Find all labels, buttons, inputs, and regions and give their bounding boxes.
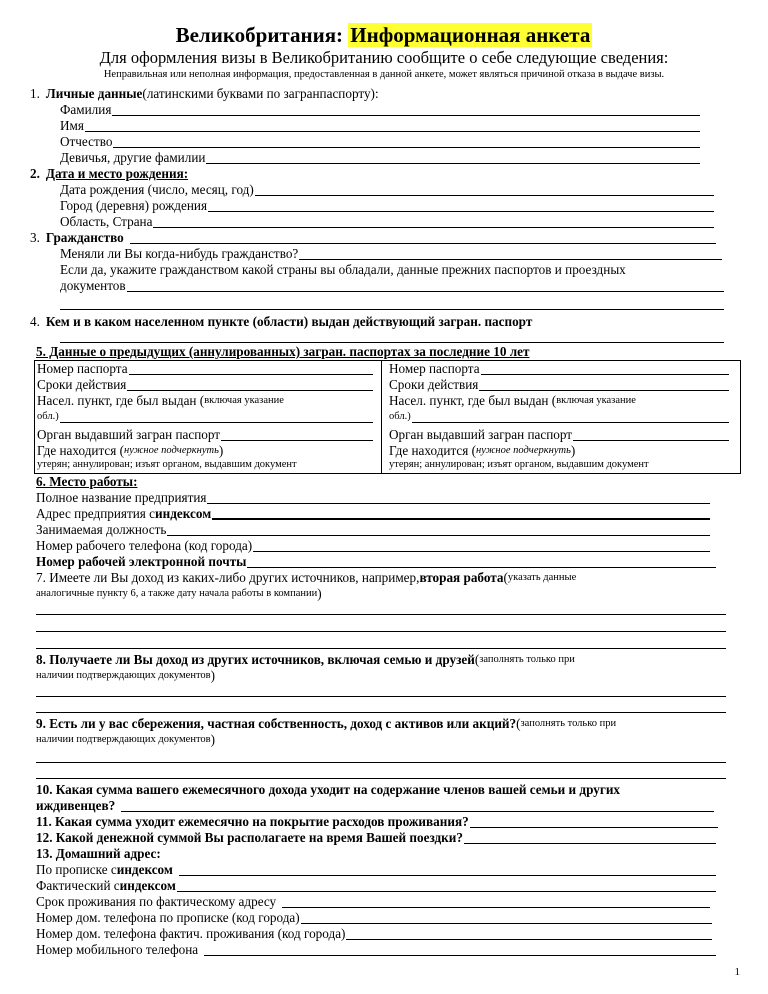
- section-8-note: наличии подтверждающих документов ): [36, 668, 216, 683]
- prev-passport-2-place-label: Насел. пункт, где был выдан ( включая указание: [389, 393, 636, 408]
- other-income-line-2[interactable]: [36, 631, 726, 632]
- prev-passport-2-where-label: Где находится ( нужное подчеркнуть ): [389, 443, 576, 458]
- table-divider: [381, 361, 382, 473]
- prev-passport-2-authority[interactable]: Орган выдавший загран паспорт: [389, 427, 729, 443]
- section-2-heading: 2. Дата и место рождения:: [30, 166, 189, 181]
- dependents-expense-field[interactable]: иждивенцев?: [36, 798, 714, 814]
- citizenship-field[interactable]: 3. Гражданство: [30, 230, 716, 246]
- birth-region-country-field[interactable]: Область, Страна: [60, 214, 714, 230]
- section-4-heading: 4. Кем и в каком населенном пункте (области) выдан действующий загран. паспорт: [30, 314, 533, 329]
- company-address-field[interactable]: Адрес предприятия с индексом: [36, 506, 710, 522]
- prev-passport-2-validity[interactable]: Сроки действия: [389, 377, 729, 393]
- section-9-note: наличии подтверждающих документов ): [36, 732, 216, 747]
- prev-passport-1-place[interactable]: обл.): [37, 409, 373, 425]
- title-country: Великобритания:: [175, 23, 344, 47]
- maiden-name-field[interactable]: Девичья, другие фамилии: [60, 150, 700, 166]
- prev-passport-1-validity[interactable]: Сроки действия: [37, 377, 373, 393]
- previous-citizenship-question: Если да, укажите гражданством какой страны вы обладали, данные прежних паспортов и проездных: [60, 262, 626, 277]
- surname-field[interactable]: Фамилия: [60, 102, 700, 118]
- actual-address-field[interactable]: Фактический с индексом: [36, 878, 716, 894]
- savings-line-2[interactable]: [36, 778, 726, 779]
- birth-city-field[interactable]: Город (деревня) рождения: [60, 198, 714, 214]
- section-5-heading: 5. Данные о предыдущих (аннулированных) загран. паспортах за последние 10 лет: [36, 344, 530, 359]
- title-form-name: Информационная анкета: [350, 23, 591, 47]
- warning-note: Неправильная или неполная информация, предоставленная в данной анкете, может являться причиной отказа в выдаче визы.: [103, 69, 665, 80]
- section-7-question: 7 . Имеете ли Вы доход из каких-либо других источников, например, вторая работа ( указать данные: [36, 570, 577, 585]
- prev-passport-1-where-label: Где находится ( нужное подчеркнуть ): [37, 443, 224, 458]
- section-9-question: 9. Есть ли у вас сбережения, частная собственность, доход с активов или акций? ( заполнять только при: [36, 716, 617, 731]
- section-10-question: 10. Какая сумма вашего ежемесячного дохода уходит на содержание членов вашей семьи и других: [36, 782, 621, 797]
- work-email-field[interactable]: Номер рабочей электронной почты: [36, 554, 716, 570]
- prev-passport-1-number[interactable]: Номер паспорта: [37, 361, 373, 377]
- registered-address-field[interactable]: По прописке с индексом: [36, 862, 716, 878]
- previous-documents-field[interactable]: документов: [60, 278, 724, 294]
- section-1-heading: 1. Личные данные (латинскими буквами по загранпаспорту):: [30, 86, 379, 101]
- page-number: 1: [734, 966, 740, 978]
- residence-term-field[interactable]: Срок проживания по фактическому адресу: [36, 894, 710, 910]
- work-phone-field[interactable]: Номер рабочего телефона (код города): [36, 538, 710, 554]
- mobile-phone-field[interactable]: Номер мобильного телефона: [36, 942, 716, 958]
- home-phone-actual-field[interactable]: Номер дом. телефона фактич. проживания (код города): [36, 926, 712, 942]
- citizenship-changed-field[interactable]: Меняли ли Вы когда-нибудь гражданство?: [60, 246, 722, 262]
- prev-passport-1-status-options[interactable]: утерян; аннулирован; изъят органом, выдавшим документ: [37, 459, 297, 470]
- job-position-field[interactable]: Занимаемая должность: [36, 522, 710, 538]
- prev-passport-1-place-label: Насел. пункт, где был выдан ( включая указание: [37, 393, 284, 408]
- patronymic-field[interactable]: Отчество: [60, 134, 700, 150]
- prev-passport-2-place[interactable]: обл.): [389, 409, 729, 425]
- prev-passport-2-status-options[interactable]: утерян; аннулирован; изъят органом, выдавшим документ: [389, 459, 649, 470]
- section-7-note: аналогичные пункту 6, а также дату начала работы в компании ): [36, 586, 322, 601]
- blank-line[interactable]: [60, 309, 724, 310]
- living-expense-field[interactable]: 11. Какая сумма уходит ежемесячно на покрытие расходов проживания?: [36, 814, 718, 830]
- other-income-line-3[interactable]: [36, 648, 726, 649]
- trip-funds-field[interactable]: 12. Какой денежной суммой Вы располагаете на время Вашей поездки?: [36, 830, 716, 846]
- company-name-field[interactable]: Полное название предприятия: [36, 490, 710, 506]
- prev-passport-1-authority[interactable]: Орган выдавший загран паспорт: [37, 427, 373, 443]
- document-title: [0, 22, 768, 48]
- family-income-line-2[interactable]: [36, 712, 726, 713]
- other-income-line-1[interactable]: [36, 614, 726, 615]
- home-phone-registered-field[interactable]: Номер дом. телефона по прописке (код города): [36, 910, 712, 926]
- family-income-line-1[interactable]: [36, 696, 726, 697]
- first-name-field[interactable]: Имя: [60, 118, 700, 134]
- prev-passport-2-number[interactable]: Номер паспорта: [389, 361, 729, 377]
- section-6-heading: 6. Место работы:: [36, 474, 138, 489]
- document-subtitle: Для оформления визы в Великобританию сообщите о себе следующие сведения:: [99, 48, 669, 67]
- section-13-heading: 13. Домашний адрес:: [36, 846, 161, 861]
- savings-line-1[interactable]: [36, 762, 726, 763]
- section-8-question: 8. Получаете ли Вы доход из других источников, включая семью и друзей ( заполнять только при: [36, 652, 575, 667]
- date-of-birth-field[interactable]: Дата рождения (число, месяц, год): [60, 182, 714, 198]
- issuing-authority-field[interactable]: [60, 342, 724, 343]
